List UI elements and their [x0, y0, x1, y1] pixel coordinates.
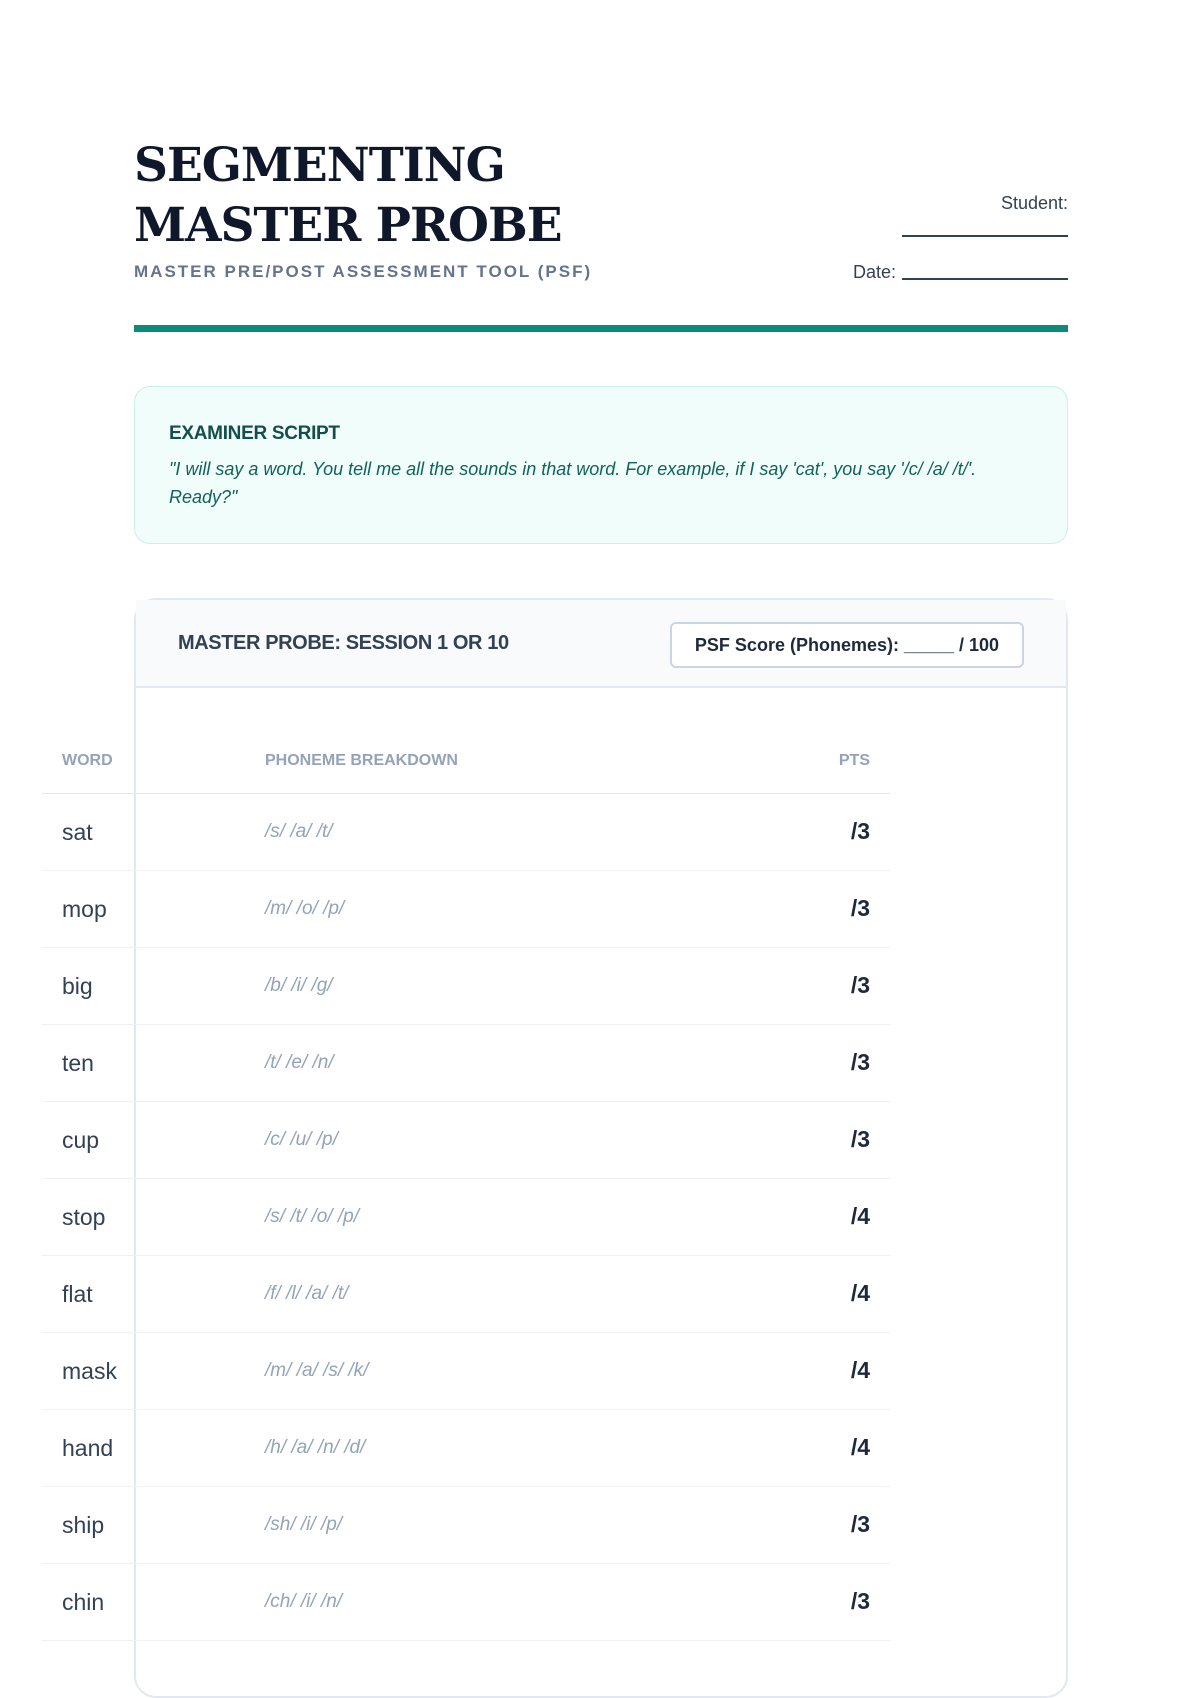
points-cell[interactable]: /3 — [850, 895, 870, 921]
word-cell: mop — [62, 896, 107, 922]
points-cell[interactable]: /3 — [850, 1126, 870, 1152]
table-row — [42, 871, 890, 948]
header-divider — [134, 325, 1068, 332]
examiner-script-box — [134, 386, 1068, 544]
table-header — [42, 732, 890, 794]
phoneme-cell: /s/ /t/ /o/ /p/ — [265, 1206, 359, 1227]
phoneme-cell: /ch/ /i/ /n/ — [265, 1591, 343, 1612]
student-name-field[interactable] — [902, 235, 1068, 237]
probe-card-header — [136, 600, 1066, 688]
points-cell[interactable]: /3 — [850, 818, 870, 844]
word-cell: stop — [62, 1204, 106, 1230]
table-row — [42, 1564, 890, 1641]
phoneme-cell: /s/ /a/ /t/ — [265, 821, 333, 842]
psf-score-field[interactable]: PSF Score (Phonemes): _____ / 100 — [670, 622, 1024, 668]
assessment-page — [134, 0, 1068, 655]
points-cell[interactable]: /4 — [850, 1280, 870, 1306]
word-cell: flat — [62, 1281, 93, 1307]
phoneme-cell: /t/ /e/ /n/ — [265, 1052, 334, 1073]
column-header-phonemes: PHONEME BREAKDOWN — [265, 752, 458, 769]
student-label: Student: — [1000, 193, 1068, 213]
phoneme-cell: /m/ /a/ /s/ /k/ — [265, 1360, 369, 1381]
word-cell: ten — [62, 1050, 94, 1076]
table-row — [42, 794, 890, 871]
phoneme-cell: /h/ /a/ /n/ /d/ — [265, 1437, 366, 1458]
examiner-script-text: "I will say a word. You tell me all the sounds in that word. For example, if I say 'cat', you say '/c/ /a/ /t/'. Ready?" — [169, 459, 977, 507]
word-cell: chin — [62, 1589, 105, 1615]
phoneme-cell: /f/ /l/ /a/ /t/ — [265, 1283, 349, 1304]
word-cell: mask — [62, 1358, 117, 1384]
table-row — [42, 1256, 890, 1333]
column-header-word: WORD — [62, 752, 113, 769]
points-cell[interactable]: /3 — [850, 1049, 870, 1075]
word-cell: ship — [62, 1512, 105, 1538]
points-cell[interactable]: /4 — [850, 1434, 870, 1460]
points-cell[interactable]: /4 — [850, 1357, 870, 1383]
word-cell: hand — [62, 1435, 114, 1461]
word-cell: cup — [62, 1127, 100, 1153]
table-row — [42, 1410, 890, 1487]
table-row — [42, 1102, 890, 1179]
examiner-script-title: EXAMINER SCRIPT — [169, 423, 340, 444]
points-cell[interactable]: /3 — [850, 1511, 870, 1537]
phoneme-cell: /b/ /i/ /g/ — [265, 975, 333, 996]
date-label: Date: — [852, 262, 896, 282]
page-subtitle: MASTER PRE/POST ASSESSMENT TOOL (PSF) — [134, 262, 593, 281]
table-row — [42, 1025, 890, 1102]
table-body — [42, 794, 890, 1641]
phoneme-cell: /m/ /o/ /p/ — [265, 898, 345, 919]
date-field-row — [853, 262, 1068, 283]
phoneme-table — [42, 732, 890, 1641]
table-row — [42, 1333, 890, 1410]
page-header — [134, 0, 1068, 332]
points-cell[interactable]: /3 — [850, 1588, 870, 1614]
phoneme-cell: /sh/ /i/ /p/ — [265, 1514, 343, 1535]
word-cell: big — [62, 973, 93, 999]
probe-title: MASTER PROBE: SESSION 1 OR 10 — [178, 632, 509, 654]
points-cell[interactable]: /3 — [850, 972, 870, 998]
table-row — [42, 948, 890, 1025]
date-field[interactable] — [902, 278, 1068, 280]
table-row — [42, 1487, 890, 1564]
page-title: SEGMENTING MASTER PROBE — [134, 138, 562, 253]
table-row — [42, 1179, 890, 1256]
points-cell[interactable]: /4 — [850, 1203, 870, 1229]
column-header-pts: PTS — [838, 752, 870, 769]
phoneme-cell: /c/ /u/ /p/ — [265, 1129, 338, 1150]
word-cell: sat — [62, 819, 93, 845]
